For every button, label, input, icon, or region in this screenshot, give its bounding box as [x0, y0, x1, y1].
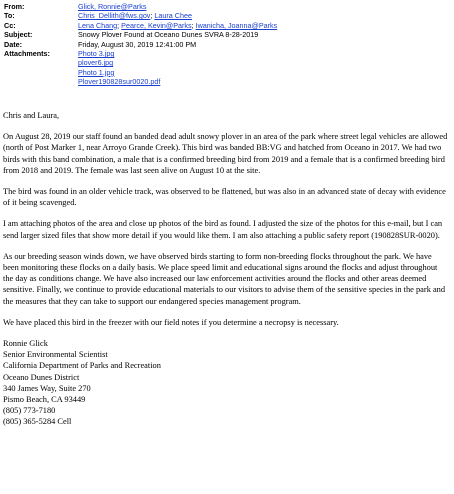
paragraph-4: As our breeding season winds down, we have observed birds starting to form non-breeding flocks throughout the park. We have been monitoring these flocks on a daily basis. We place speed limit and educational signs around the flocks and adjust throughout the day as conditions change. We have also increased our law enforcement activities around the flocks and other areas deemed sensitive. Finally, we continue to provide educational materials to our visitors to advise them of the sensitive species in the park and the measures that they can take to support our endangered species management program.: [3, 251, 446, 306]
attachments-row: [4, 49, 450, 87]
signature-cell: (805) 365-5284 Cell: [3, 417, 72, 427]
signature-address-2: Pismo Beach, CA 93449: [3, 395, 86, 405]
paragraph-2: The bird was found in an older vehicle track, was observed to be flattened, but was also in an advanced state of decay with evidence of it being scavenged.: [3, 187, 446, 208]
subject-label: Subject:: [4, 30, 33, 40]
to-link-2[interactable]: Laura Chee: [154, 11, 192, 21]
date-label: Date:: [4, 39, 22, 49]
signature-name: Ronnie Glick: [3, 339, 48, 349]
date-row: [4, 40, 450, 49]
signature-title: Senior Environmental Scientist: [3, 350, 108, 360]
to-row: To: Chris_Dellith@fws.gov; Laura Chee: [4, 11, 192, 21]
email-header: [4, 2, 450, 87]
signature-address-1: 340 James Way, Suite 270: [3, 383, 91, 393]
cc-link-1[interactable]: Lena Chang: [78, 20, 118, 30]
cc-link-2[interactable]: Pearce, Kevin@Parks: [121, 20, 192, 30]
to-link-1[interactable]: Chris_Dellith@fws.gov: [78, 11, 151, 21]
signature-block: [3, 338, 449, 428]
email-body: [3, 110, 449, 428]
signature-phone: (805) 773-7180: [3, 406, 56, 416]
attachment-list: [78, 49, 450, 87]
attachment-link-photo1[interactable]: Photo 1.jpg: [78, 67, 115, 77]
subject-value: Snowy Plover Found at Oceano Dunes SVRA 8-28-2019: [78, 30, 259, 40]
greeting: Chris and Laura,: [3, 111, 60, 120]
attachment-link-pdf[interactable]: Plover190828sur0020.pdf: [78, 77, 161, 87]
paragraph-3: I am attaching photos of the area and close up photos of the bird as found. I adjusted the size of the photos for this e-mail, but I can send larger sized files that show more detail if you would like them. I am also attaching a public safety report (190828SUR-0020).: [3, 219, 443, 240]
cc-row: Cc: Lena Chang; Pearce, Kevin@Parks; Iwanicha, Joanna@Parks: [4, 20, 278, 30]
cc-label: Cc:: [4, 20, 16, 30]
subject-row: [4, 30, 450, 39]
from-label: From:: [4, 2, 25, 11]
from-link[interactable]: Glick, Ronnie@Parks: [78, 2, 147, 11]
date-value: Friday, August 30, 2019 12:41:00 PM: [78, 39, 197, 49]
attachment-link-plover6[interactable]: plover6.jpg: [78, 58, 114, 68]
to-label: To:: [4, 11, 15, 21]
signature-district: Oceano Dunes District: [3, 372, 80, 382]
signature-org: California Department of Parks and Recreation: [3, 361, 161, 371]
cc-link-3[interactable]: Iwanicha, Joanna@Parks: [195, 20, 278, 30]
paragraph-5: We have placed this bird in the freezer with our field notes if you determine a necropsy is necessary.: [3, 317, 339, 327]
paragraph-1: On August 28, 2019 our staff found an banded dead adult snowy plover in an area of the park where street legal vehicles are allowed (north of Post Marker 1, near Arroyo Grande Creek). This bird was banded BB:VG and hatched from Oceano in 2017. We had two birds with this band combination, a male that is a confirmed breeding bird from 2019 and a female that is a confirmed breeding bird from 2018 and 2019. The female was last seen alive on August 10 at the site.: [3, 132, 448, 175]
attachment-link-photo3[interactable]: Photo 3.jpg: [78, 49, 115, 59]
from-row: [4, 2, 450, 11]
attachments-label: Attachments:: [4, 49, 50, 59]
